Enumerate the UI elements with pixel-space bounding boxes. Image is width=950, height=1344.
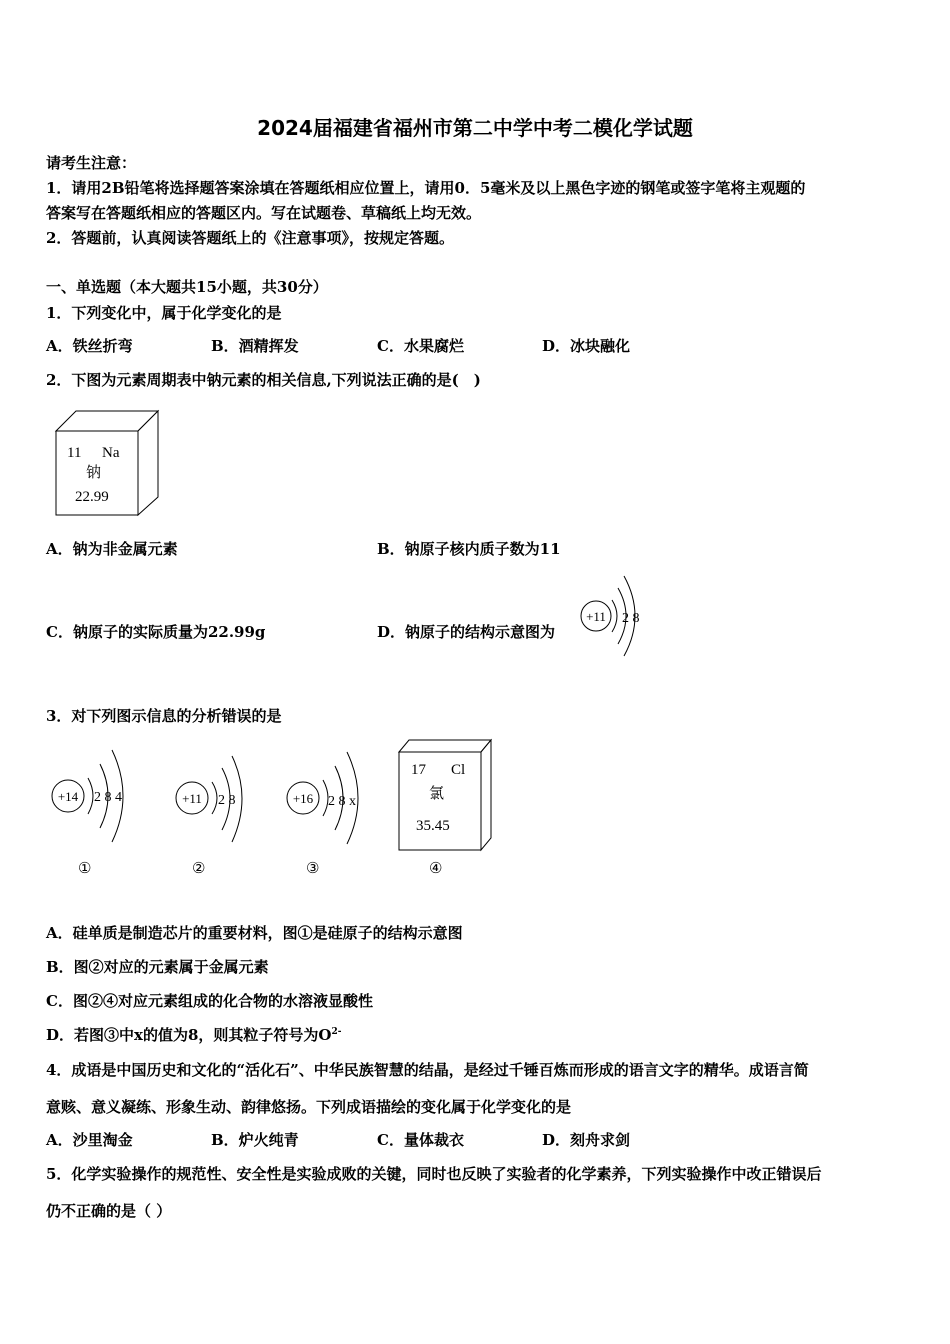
q4-option-a: A．沙里淘金: [46, 1131, 133, 1149]
element-mass: 22.99: [75, 489, 109, 505]
ion-charge: 2-: [331, 1027, 342, 1037]
shell-electrons: 2 8: [218, 793, 236, 808]
q2-option-c: C．钠原子的实际质量为22.99g: [46, 623, 266, 641]
sodium-atom-diagram: [576, 572, 648, 658]
element-symbol: Na: [102, 445, 120, 461]
q1-option-d: D．冰块融化: [542, 337, 631, 355]
element-name: 钠: [86, 465, 102, 481]
question-2-stem: 2．下图为元素周期表中钠元素的相关信息,下列说法正确的是( ): [46, 371, 481, 389]
nucleus-charge: +14: [57, 789, 79, 804]
sodium-element-cell: [50, 405, 165, 517]
figure-label-4: ④: [429, 859, 443, 877]
nucleus-charge: +11: [182, 791, 202, 806]
notice-line: 2．答题前，认真阅读答题纸上的《注意事项》，按规定答题。: [46, 229, 454, 247]
notice-heading: 请考生注意：: [46, 154, 137, 172]
shell-electrons: 2 8 x: [328, 794, 356, 809]
silicon-atom-diagram: [48, 738, 138, 850]
q4-option-c: C．量体裁衣: [377, 1131, 464, 1149]
element-number: 17: [411, 762, 426, 778]
page-title: 2024届福建省福州市第二中学中考二模化学试题: [257, 116, 693, 140]
q2-option-a: A．钠为非金属元素: [46, 540, 178, 558]
nucleus-charge: +11: [586, 609, 606, 624]
element-mass: 35.45: [416, 818, 450, 834]
q4-option-d: D．刻舟求剑: [542, 1131, 631, 1149]
q3-option-b: B．图②对应的元素属于金属元素: [46, 958, 269, 976]
shell-electrons: 2 8 4: [94, 790, 122, 805]
question-3-stem: 3．对下列图示信息的分析错误的是: [46, 707, 282, 725]
chlorine-element-cell: [395, 734, 495, 852]
sulfur-atom-diagram: [283, 742, 373, 852]
element-number: 11: [67, 445, 82, 461]
question-5-stem-cont: 仍不正确的是（ ）: [46, 1202, 172, 1220]
element-symbol: Cl: [451, 762, 466, 778]
shell-electrons: 2 8: [622, 611, 640, 626]
figure-label-1: ①: [78, 859, 92, 877]
q3-option-a: A．硅单质是制造芯片的重要材料，图①是硅原子的结构示意图: [46, 924, 463, 942]
q1-option-a: A．铁丝折弯: [46, 337, 133, 355]
q4-option-b: B．炉火纯青: [211, 1131, 299, 1149]
q3-option-c: C．图②④对应元素组成的化合物的水溶液显酸性: [46, 992, 373, 1010]
nucleus-charge: +16: [292, 791, 314, 806]
sodium-ion-diagram: [172, 752, 250, 848]
section-heading: 一、单选题（本大题共15小题，共30分）: [46, 278, 328, 296]
q2-option-d: D．钠原子的结构示意图为: [377, 623, 556, 641]
q1-option-b: B．酒精挥发: [211, 337, 299, 355]
question-5-stem: 5．化学实验操作的规范性、安全性是实验成败的关键，同时也反映了实验者的化学素养，下列实验操作中改正错误后: [46, 1165, 822, 1183]
question-4-stem-cont: 意赅、意义凝练、形象生动、韵律悠扬。下列成语描绘的变化属于化学变化的是: [46, 1098, 572, 1116]
q2-option-b: B．钠原子核内质子数为11: [377, 540, 561, 558]
q1-option-c: C．水果腐烂: [377, 337, 464, 355]
figure-label-3: ③: [306, 859, 320, 877]
figure-label-2: ②: [192, 859, 206, 877]
question-4-stem: 4．成语是中国历史和文化的“活化石”、中华民族智慧的结晶，是经过千锤百炼而形成的语言文字的精华。成语言简: [46, 1061, 809, 1079]
notice-line: 答案写在答题纸相应的答题区内。写在试题卷、草稿纸上均无效。: [46, 204, 482, 222]
element-name: 氯: [429, 786, 445, 802]
notice-line: 1．请用2B铅笔将选择题答案涂填在答题纸相应位置上，请用0．5毫米及以上黑色字迹的钢笔或签字笔将主观题的: [46, 179, 806, 197]
question-1-stem: 1．下列变化中，属于化学变化的是: [46, 304, 282, 322]
q3-option-d: D．若图③中x的值为8，则其粒子符号为$O^{2-}$: [46, 1026, 342, 1044]
